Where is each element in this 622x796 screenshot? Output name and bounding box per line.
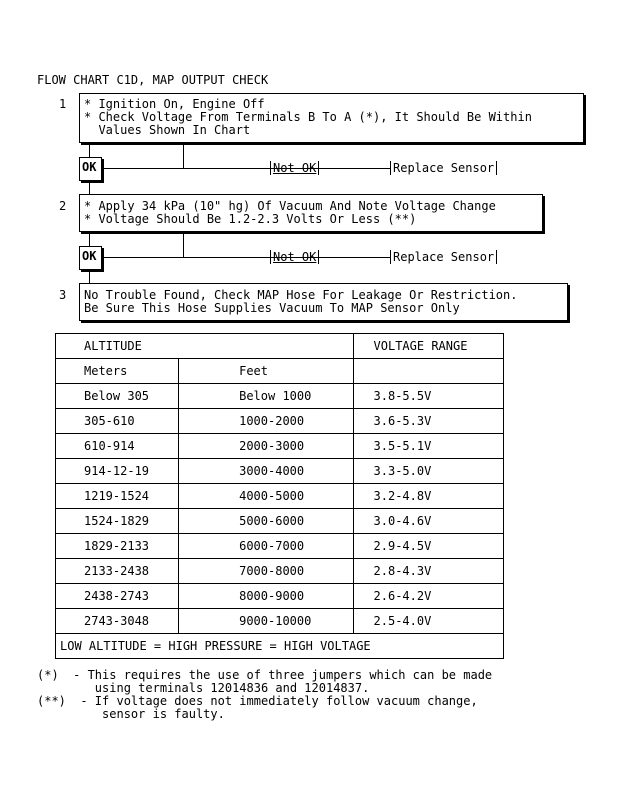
- connector: [89, 181, 90, 194]
- feet-header: Feet: [179, 359, 353, 384]
- step-2-text: * Apply 34 kPa (10" hg) Of Vacuum And Note Voltage Change * Voltage Should Be 1.2-2.3 Volts Or Less (**): [84, 199, 496, 226]
- meters-cell: 1829-2133: [56, 534, 179, 559]
- table-row: [56, 584, 504, 609]
- feet-cell: 5000-6000: [179, 509, 353, 534]
- page-title: FLOW CHART C1D, MAP OUTPUT CHECK: [37, 73, 269, 87]
- feet-cell: 7000-8000: [179, 559, 353, 584]
- feet-cell: 6000-7000: [179, 534, 353, 559]
- connector: [101, 257, 391, 258]
- table-row: [56, 459, 504, 484]
- table-row: [56, 434, 504, 459]
- meters-cell: 610-914: [56, 434, 179, 459]
- meters-cell: 2133-2438: [56, 559, 179, 584]
- voltage-cell: 2.6-4.2V: [353, 584, 503, 609]
- meters-cell: 2438-2743: [56, 584, 179, 609]
- meters-cell: 1524-1829: [56, 509, 179, 534]
- table-row: [56, 609, 504, 634]
- feet-cell: 4000-5000: [179, 484, 353, 509]
- connector: [183, 232, 184, 257]
- voltage-cell: 3.2-4.8V: [353, 484, 503, 509]
- table-footer-row: [56, 634, 504, 659]
- connector: [89, 270, 90, 283]
- voltage-header: VOLTAGE RANGE: [353, 334, 503, 359]
- voltage-cell: 3.3-5.0V: [353, 459, 503, 484]
- connector: [89, 143, 90, 157]
- meters-cell: 914-12-19: [56, 459, 179, 484]
- connector: [183, 143, 184, 168]
- table-footer: LOW ALTITUDE = HIGH PRESSURE = HIGH VOLTAGE: [56, 634, 504, 659]
- altitude-header: ALTITUDE: [56, 334, 354, 359]
- voltage-cell: 3.6-5.3V: [353, 409, 503, 434]
- connector: [89, 232, 90, 246]
- altitude-voltage-table: [55, 333, 504, 659]
- not-ok-label-2: Not OK: [270, 250, 319, 264]
- feet-cell: 2000-3000: [179, 434, 353, 459]
- voltage-cell: 3.5-5.1V: [353, 434, 503, 459]
- voltage-cell: 3.8-5.5V: [353, 384, 503, 409]
- feet-cell: 3000-4000: [179, 459, 353, 484]
- voltage-cell: 2.5-4.0V: [353, 609, 503, 634]
- replace-sensor-2: Replace Sensor: [390, 250, 497, 264]
- table-header-row: [56, 334, 504, 359]
- step-3-box: [79, 283, 568, 321]
- replace-sensor-1: Replace Sensor: [390, 161, 497, 175]
- table-row: [56, 509, 504, 534]
- voltage-cell: 2.9-4.5V: [353, 534, 503, 559]
- voltage-cell: 3.0-4.6V: [353, 509, 503, 534]
- step-1-number: 1: [59, 97, 67, 111]
- ok-box-2: OK: [79, 246, 102, 270]
- step-1-text: * Ignition On, Engine Off * Check Voltage From Terminals B To A (*), It Should Be Within Values Shown In Chart: [84, 97, 532, 137]
- step-1-box: [79, 93, 584, 143]
- note-1: (*) - This requires the use of three jumpers which can be made using terminals 12014836 and 12014837.: [37, 668, 493, 695]
- feet-cell: 1000-2000: [179, 409, 353, 434]
- feet-cell: 8000-9000: [179, 584, 353, 609]
- table-subheader-row: [56, 359, 504, 384]
- meters-cell: 305-610: [56, 409, 179, 434]
- voltage-subheader-empty: [353, 359, 503, 384]
- meters-header: Meters: [56, 359, 179, 384]
- table-row: [56, 484, 504, 509]
- table-row: [56, 559, 504, 584]
- meters-cell: Below 305: [56, 384, 179, 409]
- feet-cell: Below 1000: [179, 384, 353, 409]
- step-3-text: No Trouble Found, Check MAP Hose For Leakage Or Restriction. Be Sure This Hose Supplies Vacuum To MAP Sensor Only: [84, 288, 518, 315]
- step-2-box: [79, 194, 543, 232]
- table-row: [56, 534, 504, 559]
- note-2: (**) - If voltage does not immediately follow vacuum change, sensor is faulty.: [37, 694, 478, 721]
- connector: [101, 168, 391, 169]
- step-2-number: 2: [59, 199, 67, 213]
- ok-box-1: OK: [79, 157, 102, 181]
- voltage-cell: 2.8-4.3V: [353, 559, 503, 584]
- meters-cell: 2743-3048: [56, 609, 179, 634]
- feet-cell: 9000-10000: [179, 609, 353, 634]
- step-3-number: 3: [59, 288, 67, 302]
- table-row: [56, 409, 504, 434]
- table-row: [56, 384, 504, 409]
- not-ok-label-1: Not OK: [270, 161, 319, 175]
- meters-cell: 1219-1524: [56, 484, 179, 509]
